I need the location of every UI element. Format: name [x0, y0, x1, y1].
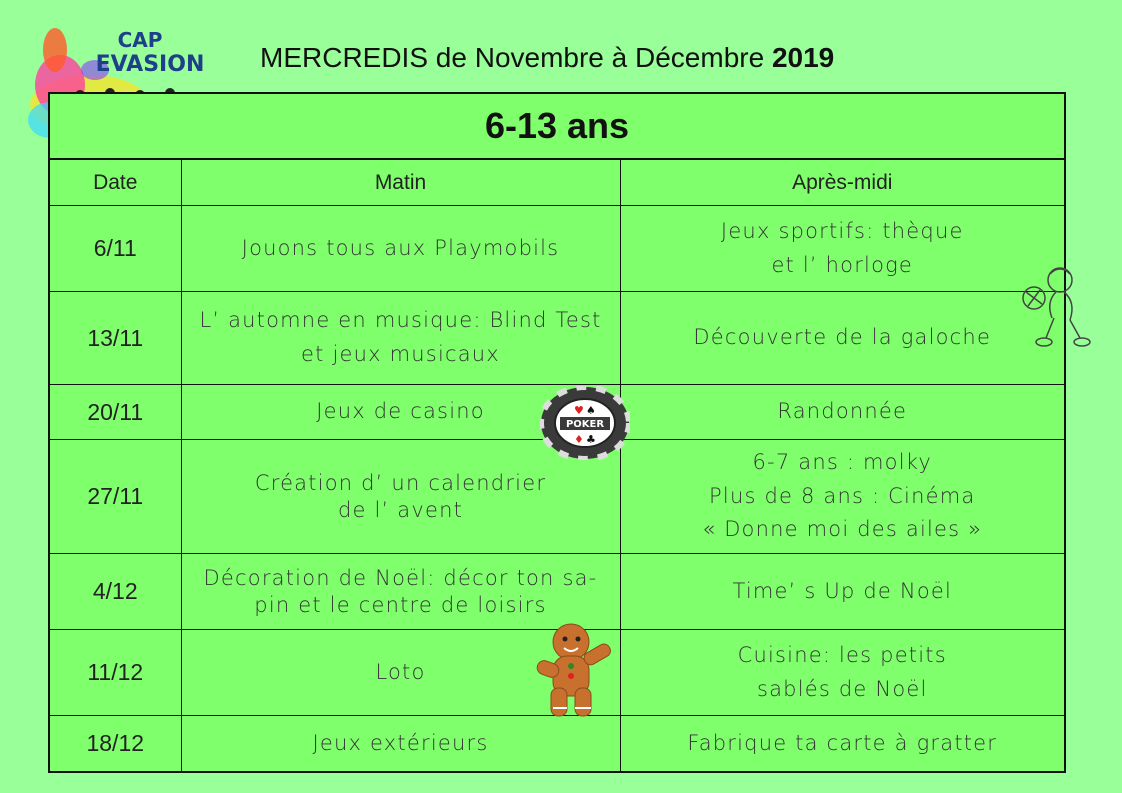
activity-line: L’ automne en musique: Blind Test	[199, 308, 602, 333]
row-date: 27/11	[50, 440, 181, 554]
svg-text:♠: ♠	[586, 404, 596, 417]
row-morning	[181, 206, 620, 292]
activity-line: Randonnée	[777, 399, 908, 424]
activity-line: et jeux musicaux	[301, 342, 500, 366]
svg-text:♥: ♥	[574, 404, 584, 417]
page-title-main: MERCREDIS de Novembre à Décembre	[260, 42, 765, 73]
row-afternoon	[620, 385, 1064, 440]
row-afternoon	[620, 554, 1064, 630]
page-title-year: 2019	[771, 42, 835, 73]
page-title	[260, 42, 834, 74]
table-row	[50, 716, 1064, 772]
header-morning: Matin	[181, 160, 620, 206]
activity-line: Fabrique ta carte à gratter	[687, 730, 998, 755]
table-row	[50, 206, 1064, 292]
football-player-icon	[1020, 262, 1095, 352]
activity-line: Jouons tous aux Playmobils	[241, 235, 560, 260]
activity-line: Jeux extérieurs	[312, 730, 489, 755]
activity-line: Création d’ un calendrier	[254, 471, 547, 496]
row-date: 4/12	[50, 554, 181, 630]
activity-line: de l’ avent	[337, 497, 464, 522]
activity-line: Cuisine: les petits	[737, 642, 947, 667]
svg-text:♦: ♦	[574, 433, 584, 446]
activity-line: Loto	[375, 659, 426, 684]
activity-line: Time’ s Up de Noël	[732, 578, 953, 603]
activity-line: 6-7 ans : molky	[752, 450, 932, 475]
row-morning	[181, 292, 620, 385]
row-afternoon	[620, 630, 1064, 716]
gingerbread-decoration	[535, 620, 617, 720]
row-date: 18/12	[50, 716, 181, 772]
football-player-decoration	[1020, 262, 1095, 352]
row-afternoon	[620, 292, 1064, 385]
activity-line: pin et le centre de loisirs	[254, 592, 547, 617]
logo-line-2: EVASION	[95, 52, 205, 77]
activity-line: sablés de Noël	[756, 676, 928, 701]
activity-line: Plus de 8 ans : Cinéma	[709, 483, 976, 508]
age-group-heading: 6-13 ans	[50, 94, 1064, 160]
poker-chip-decoration	[540, 386, 630, 460]
row-date: 20/11	[50, 385, 181, 440]
table-header-row	[50, 160, 1064, 206]
row-date: 11/12	[50, 630, 181, 716]
gingerbread-man-icon	[535, 620, 617, 720]
row-afternoon	[620, 440, 1064, 554]
activity-line: Découverte de la galoche	[693, 325, 992, 350]
activity-line: Décoration de Noël: décor ton sa-	[203, 566, 598, 591]
activity-line: « Donne moi des ailes »	[702, 517, 983, 542]
activity-line: et l’ horloge	[771, 252, 914, 277]
row-date: 6/11	[50, 206, 181, 292]
row-morning	[181, 716, 620, 772]
row-afternoon	[620, 716, 1064, 772]
row-morning	[181, 554, 620, 630]
row-date: 13/11	[50, 292, 181, 385]
header-afternoon: Après-midi	[620, 160, 1064, 206]
activity-line: Jeux de casino	[316, 399, 485, 424]
table-row	[50, 292, 1064, 385]
header-date: Date	[50, 160, 181, 206]
poker-chip-icon	[540, 386, 630, 460]
row-afternoon	[620, 206, 1064, 292]
logo-line-1: CAP	[117, 28, 163, 52]
activity-line: Jeux sportifs: thèque	[720, 218, 964, 243]
svg-text:♣: ♣	[586, 433, 596, 446]
table-row	[50, 554, 1064, 630]
poker-chip-label: POKER	[565, 419, 605, 430]
